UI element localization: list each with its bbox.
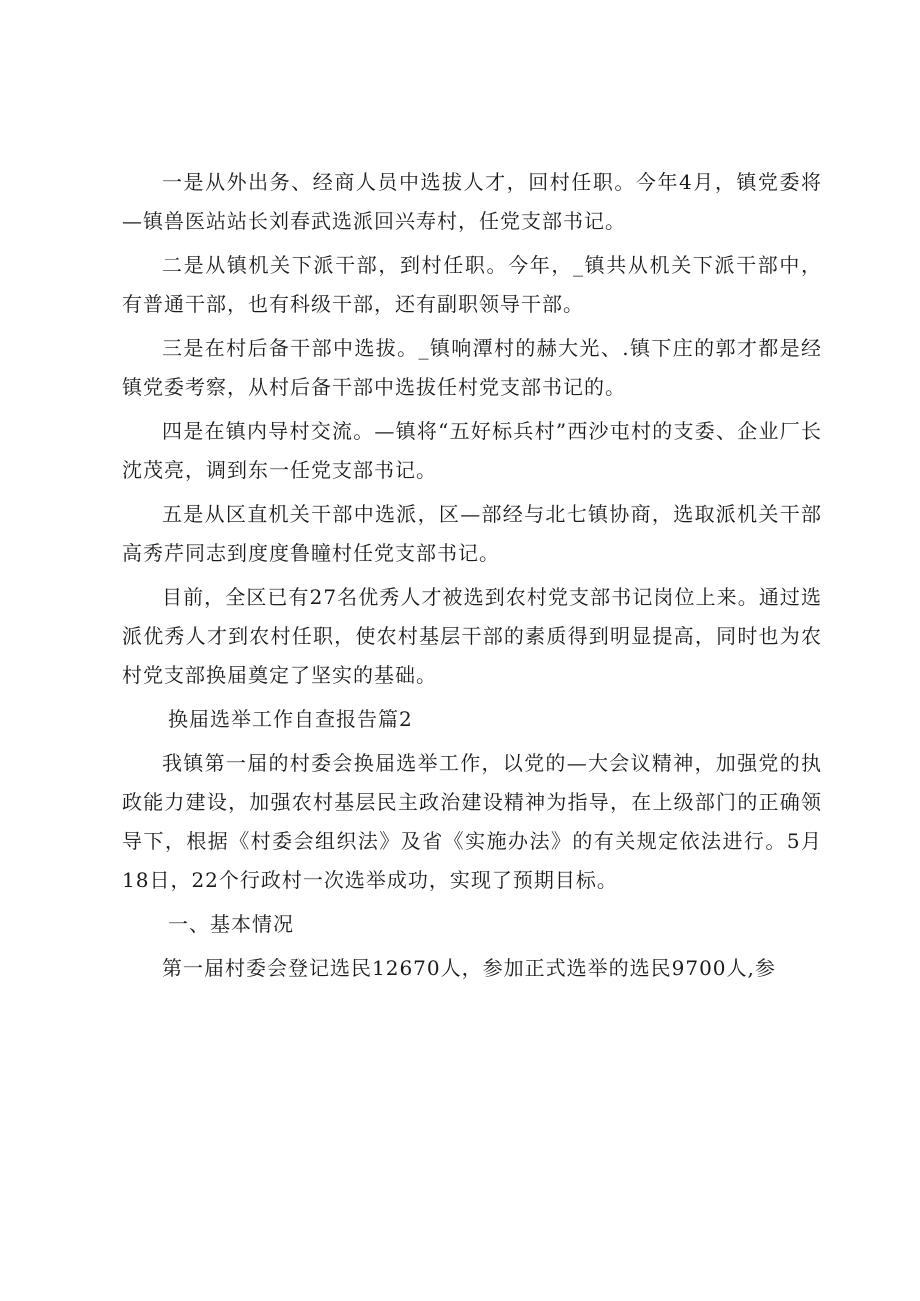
subsection-heading: 一、基本情况 — [168, 912, 294, 936]
paragraph-4: 四是在镇内导村交流。—镇将“五好标兵村”西沙屯村的支委、企业厂长沈茂亮，调到东一任党支部书记。 — [122, 419, 822, 482]
paragraph-1: 一是从外出务、经商人员中选拔人才，回村任职。今年4月，镇党委将—镇兽医站站长刘春武选派回兴寿村，任党支部书记。 — [122, 170, 822, 233]
document-body — [122, 163, 822, 993]
paragraph-2: 二是从镇机关下派干部，到村任职。今年，_镇共从机关下派干部中，有普通干部，也有科级干部，还有副职领导干部。 — [122, 253, 822, 316]
paragraph-7: 我镇第一届的村委会换届选举工作，以党的—大会议精神，加强党的执政能力建设，加强农村基层民主政治建设精神为指导，在上级部门的正确领导下，根据《村委会组织法》及省《实施办法》的有关规定依法进行。5月18日，22个行政村一次选举成功，实现了预期目标。 — [122, 751, 822, 892]
section-heading: 换届选举工作自查报告篇2 — [168, 707, 413, 731]
paragraph-3: 三是在村后备干部中选拔。_镇响潭村的赫大光、.镇下庄的郭才都是经镇党委考察，从村后备干部中选拔任村党支部书记的。 — [122, 336, 822, 399]
paragraph-8: 第一届村委会登记选民12670人，参加正式选举的选民9700人,参 — [162, 956, 776, 980]
paragraph-5: 五是从区直机关干部中选派，区—部经与北七镇协商，选取派机关干部高秀芹同志到度度鲁瞳村任党支部书记。 — [122, 502, 822, 565]
paragraph-6: 目前，全区已有27名优秀人才被选到农村党支部书记岗位上来。通过选派优秀人才到农村任职，使农村基层干部的素质得到明显提高，同时也为农村党支部换届奠定了坚实的基础。 — [122, 585, 822, 687]
